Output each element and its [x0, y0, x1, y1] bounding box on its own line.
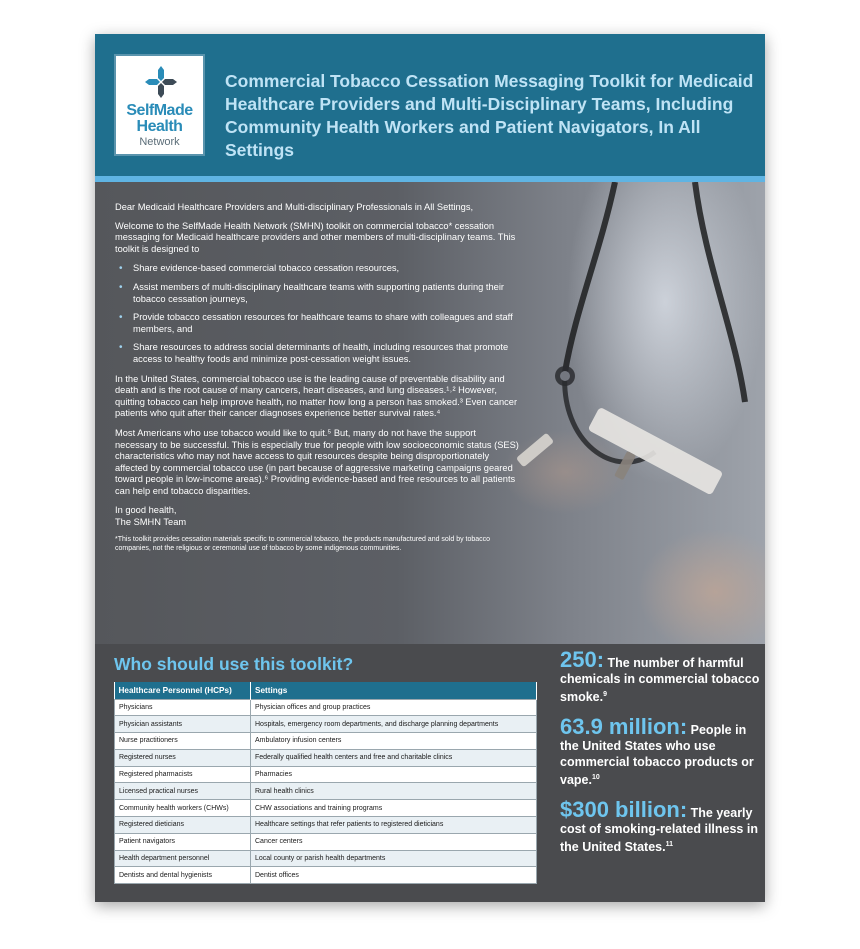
page-title: Commercial Tobacco Cessation Messaging Toolkit for Medicaid Healthcare Providers and Multi-Disciplinary Teams, Including Community Health Workers and Patient Navigators, In All Settings [225, 71, 754, 160]
list-item-text: Assist members of multi-disciplinary healthcare teams with supporting patients during their tobacco cessation journeys, [133, 281, 505, 304]
hcp-settings-table [114, 682, 537, 884]
table-cell: Health department personnel [115, 850, 251, 867]
table-row [115, 783, 537, 800]
section-title: Who should use this toolkit? [114, 654, 354, 674]
letter-intro: Welcome to the SelfMade Health Network (SMHN) toolkit on commercial tobacco* cessation messaging for Medicaid healthcare providers and other members of multi-disciplinary teams. This toolkit is designed to [115, 220, 516, 254]
letter-closing: In good health, [115, 505, 177, 516]
stat-text: The number of harmful chemicals in commercial tobacco smoke. [560, 656, 760, 705]
list-item [115, 282, 520, 305]
letter-paragraph-health: In the United States, commercial tobacco use is the leading cause of preventable disability and death and is the root cause of many cancers, heart diseases, and lung diseases.¹˒² However, quitting tobacco can help improve health, no matter how long a person has smoked.³ Even cancer patients who quit after their cancer diagnoses experience better survival rates.⁴ [115, 373, 518, 419]
table-row [115, 817, 537, 834]
letter-salutation: Dear Medicaid Healthcare Providers and Multi-disciplinary Professionals in All Settings, [115, 202, 474, 212]
table-cell: Registered nurses [115, 749, 251, 766]
table-cell: Ambulatory infusion centers [251, 733, 537, 750]
selfmade-health-logo [114, 54, 205, 156]
table-cell: Registered dieticians [115, 817, 251, 834]
list-item-text: Share resources to address social determinants of health, including resources that promote access to healthy foods and minimize post-cessation weight issues. [133, 342, 509, 364]
list-item [115, 263, 520, 275]
table-cell: Dentists and dental hygienists [115, 867, 251, 884]
table-cell: Dentist offices [251, 867, 537, 884]
letter-signoff [115, 505, 520, 528]
table-cell: Rural health clinics [251, 783, 537, 800]
stat-reference: 11 [665, 841, 673, 849]
stat-text: People in the United States who use commercial tobacco products or vape. [560, 723, 754, 788]
table-cell: Community health workers (CHWs) [115, 800, 251, 817]
letter-footnote: *This toolkit provides cessation materials specific to commercial tobacco, the products manufactured and sold by tobacco companies, not the religious or ceremonial use of tobacco by some indigenous communities. [115, 535, 491, 552]
table-cell: Patient navigators [115, 833, 251, 850]
list-item [115, 312, 520, 335]
stat-value: $300 billion: [560, 797, 688, 823]
table-row [115, 766, 537, 783]
bullet-icon: • [119, 281, 123, 293]
table-cell: Local county or parish health departments [251, 850, 537, 867]
logo-text-selfmade: SelfMade [126, 102, 193, 119]
stat-reference: 10 [591, 774, 600, 782]
stat-cost [560, 797, 760, 855]
stat-value: 63.9 million: [560, 714, 688, 740]
table-cell: Pharmacies [251, 766, 537, 783]
stat-value: 250: [560, 647, 605, 672]
table-cell: Registered pharmacists [115, 766, 251, 783]
tobacco-statistics [560, 647, 760, 869]
table-row [115, 800, 537, 817]
list-item-text: Share evidence-based commercial tobacco cessation resources, [133, 263, 400, 274]
table-row [115, 699, 537, 716]
welcome-letter [115, 202, 520, 553]
stat-chemicals [560, 647, 760, 705]
audience-section [95, 644, 765, 902]
table-cell: Physicians [115, 699, 251, 716]
stat-text: The yearly cost of smoking-related illness in the United States. [560, 806, 758, 855]
table-cell: Physician offices and group practices [251, 699, 537, 716]
table-row [115, 733, 537, 750]
table-row [115, 833, 537, 850]
cross-heart-icon [143, 64, 179, 100]
table-cell: Physician assistants [115, 716, 251, 733]
column-header-hcp: Healthcare Personnel (HCPs) [115, 682, 251, 699]
stat-users [560, 714, 760, 788]
bullet-icon: • [119, 312, 123, 324]
header-banner [95, 34, 765, 176]
toolkit-page [95, 34, 765, 902]
table-row [115, 867, 537, 884]
list-item-text: Provide tobacco cessation resources for healthcare teams to share with colleagues and staff members, and [133, 312, 513, 334]
logo-text-network: Network [139, 136, 180, 148]
list-item [115, 342, 520, 365]
table-cell: Cancer centers [251, 833, 537, 850]
table-row [115, 716, 537, 733]
column-header-settings: Settings [251, 682, 537, 699]
table-cell: Licensed practical nurses [115, 783, 251, 800]
bullet-icon: • [119, 342, 123, 354]
stat-reference: 9 [603, 691, 607, 698]
table-row [115, 749, 537, 766]
table-row [115, 850, 537, 867]
table-cell: Hospitals, emergency room departments, and discharge planning departments [251, 716, 537, 733]
logo-text-health: Health [136, 118, 183, 135]
toolkit-goals-list [115, 263, 520, 365]
table-cell: Federally qualified health centers and free and charitable clinics [251, 749, 537, 766]
hero-section [95, 182, 765, 644]
table-header-row [115, 682, 537, 699]
table-cell: Nurse practitioners [115, 733, 251, 750]
letter-paragraph-disparities: Most Americans who use tobacco would like to quit.⁵ But, many do not have the support necessary to be successful. This is especially true for people with low socioeconomic status (SES) characteristics who may not have access to quit resources despite being disproportionately affected by commercial tobacco use (in part because of aggressive marketing campaigns geared toward people in low-income areas).⁶ Providing evidence-based and free resources to all patients can help end tobacco disparities. [115, 427, 519, 496]
table-cell: Healthcare settings that refer patients to registered dieticians [251, 817, 537, 834]
bullet-icon: • [119, 263, 123, 275]
table-cell: CHW associations and training programs [251, 800, 537, 817]
letter-signature: The SMHN Team [115, 517, 187, 528]
